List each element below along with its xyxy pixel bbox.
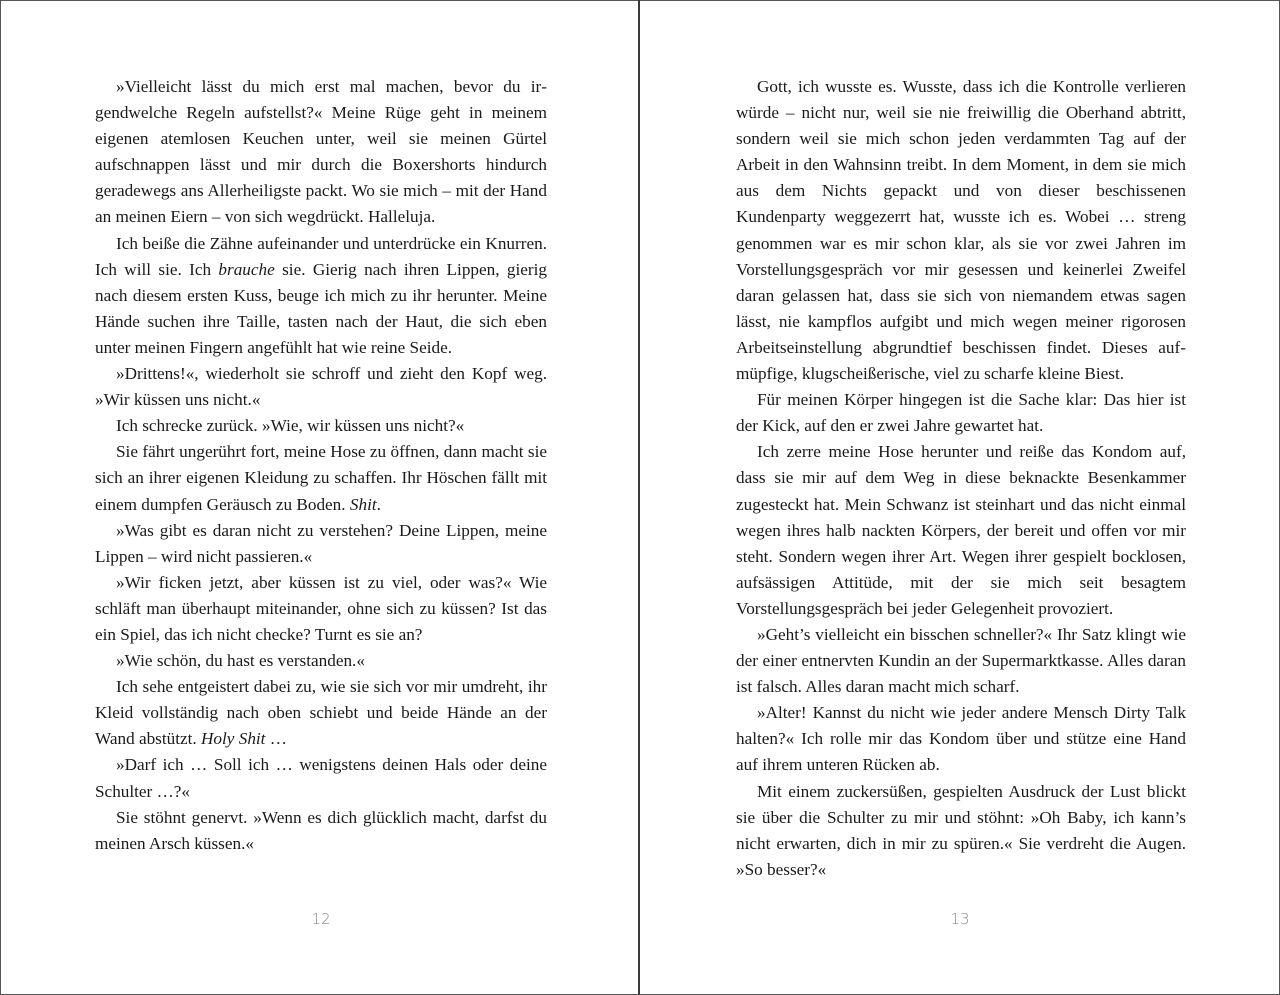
text-run: »Was gibt es daran nicht zu verstehen? Deine Lippen, meine Lippen – wird nicht passieren.« bbox=[95, 520, 547, 566]
paragraph bbox=[95, 674, 547, 752]
right-page-text bbox=[736, 74, 1186, 883]
text-run: »Wir ficken jetzt, aber küssen ist zu viel, oder was?« Wie schläft man überhaupt miteinander, ohne sich zu küssen? Ist das ein Spiel, das ich nicht checke? Turnt es sie an? bbox=[95, 572, 547, 644]
right-page bbox=[640, 0, 1280, 995]
paragraph bbox=[95, 518, 547, 570]
paragraph bbox=[736, 622, 1186, 700]
italic-text: brauche bbox=[218, 259, 275, 279]
paragraph bbox=[95, 74, 547, 231]
italic-text: Shit bbox=[349, 494, 377, 514]
paragraph bbox=[736, 700, 1186, 778]
text-run: »Darf ich … Soll ich … wenigstens deinen Hals oder deine Schulter …?« bbox=[95, 755, 547, 801]
text-run: »Vielleicht lässt du mich erst mal machen, bevor du irgendwelche Regeln aufstellst?« Meine Rüge geht in meinem eigenen atemlosen Keuchen unter, weil sie meinen Gürtel aufschnappen lässt und mir durch die Boxershorts hindurch geradewegs ans Allerheiligste packt. Wo sie mich – mit der Hand an meinen Eiern – von sich wegdrückt. Halleluja. bbox=[95, 77, 547, 227]
text-run: Sie stöhnt genervt. »Wenn es dich glücklich macht, darfst du meinen Arsch küssen.« bbox=[95, 807, 547, 853]
text-run: Ich beiße die Zähne aufeinander und unterdrücke ein Knurren. Ich will sie. Ich bbox=[95, 233, 547, 279]
paragraph bbox=[736, 74, 1186, 387]
text-run: Gott, ich wusste es. Wusste, dass ich die Kontrolle verlieren würde – nicht nur, weil sie nie freiwillig die Oberhand abtritt, sondern weil sie mich schon jeden verdammten Tag auf der Arbeit in den Wahnsinn treibt. In dem Moment, in dem sie mich aus dem Nichts gepackt und von dieser beschissenen Kundenparty weggezerrt hat, wusste ich es. Wobei … streng genommen war es mir schon klar, als sie vor zwei Jahren im Vorstellungsgespräch vor mir gesessen und keinerlei Zweifel daran gelassen hat, dass sie sich von niemandem etwas sagen lässt, nie kampflos aufgibt und mich wegen meiner rigorosen Arbeitseinstellung abgrundtief beschissen findet. Dieses aufmüpfige, klugscheißerische, viel zu scharfe kleine Biest. bbox=[736, 77, 1186, 384]
paragraph bbox=[95, 413, 547, 439]
left-page-number: 12 bbox=[311, 910, 331, 928]
paragraph bbox=[736, 439, 1186, 622]
left-page-text bbox=[95, 74, 547, 857]
paragraph bbox=[736, 387, 1186, 439]
paragraph bbox=[95, 439, 547, 517]
text-run: Für meinen Körper hingegen ist die Sache klar: Das hier ist der Kick, auf den er zwei Jahre gewartet hat. bbox=[736, 390, 1186, 436]
paragraph bbox=[95, 231, 547, 361]
text-run: sie. Gierig nach ihren Lippen, gierig nach diesem ersten Kuss, beuge ich mich zu ihr herunter. Meine Hände suchen ihre Taille, tasten nach der Haut, die sich eben unter meinen Fingern angefühlt hat wie reine Seide. bbox=[95, 259, 547, 357]
text-run: Ich sehe entgeistert dabei zu, wie sie sich vor mir umdreht, ihr Kleid vollständig nach oben schiebt und beide Hände an der Wand abstützt. bbox=[95, 677, 547, 749]
right-page-number: 13 bbox=[950, 910, 970, 928]
paragraph bbox=[95, 805, 547, 857]
paragraph bbox=[95, 752, 547, 804]
text-run: . bbox=[376, 494, 381, 514]
text-run: »Geht’s vielleicht ein bisschen schneller?« Ihr Satz klingt wie der einer entnervten Kundin an der Supermarktkasse. Alles daran ist falsch. Alles daran macht mich scharf. bbox=[736, 624, 1186, 697]
text-run: Ich zerre meine Hose herunter und reiße das Kondom auf, dass sie mir auf dem Weg in diese beknackte Besenkammer zugesteckt hat. Mein Schwanz ist steinhart und das nicht einmal wegen ihres halb nackten Körpers, der bereit und offen vor mir steht. Sondern wegen ihrer Art. Wegen ihrer gespielt bocklosen, aufsässigen Attitüde, mit der sie mich seit besagtem Vorstellungsgespräch bei jeder Gelegenheit provoziert. bbox=[736, 442, 1186, 618]
text-run: Ich schrecke zurück. »Wie, wir küssen uns nicht?« bbox=[116, 416, 465, 436]
text-run: »Alter! Kannst du nicht wie jeder andere Mensch Dirty Talk halten?« Ich rolle mir das Kondom über und stütze eine Hand auf ihrem unteren Rücken ab. bbox=[736, 703, 1186, 775]
text-run: »Drittens!«, wiederholt sie schroff und zieht den Kopf weg. »Wir küssen uns nicht.« bbox=[95, 364, 547, 410]
text-run: »Wie schön, du hast es verstanden.« bbox=[116, 651, 365, 671]
paragraph bbox=[736, 779, 1186, 883]
paragraph bbox=[95, 648, 547, 674]
paragraph bbox=[95, 570, 547, 648]
text-run: Sie fährt ungerührt fort, meine Hose zu öffnen, dann macht sie sich an ihrer eigenen Kleidung zu schaffen. Ihr Höschen fällt mit einem dumpfen Geräusch zu Boden. bbox=[95, 442, 547, 514]
text-run: … bbox=[265, 729, 287, 749]
paragraph bbox=[95, 361, 547, 413]
text-run: Mit einem zuckersüßen, gespielten Ausdruck der Lust blickt sie über die Schulter zu mir und stöhnt: »Oh Baby, ich kann’s nicht erwarten, dich in mir zu spüren.« Sie verdreht die Augen. »So besser?« bbox=[736, 781, 1186, 879]
italic-text: Holy Shit bbox=[201, 729, 266, 749]
